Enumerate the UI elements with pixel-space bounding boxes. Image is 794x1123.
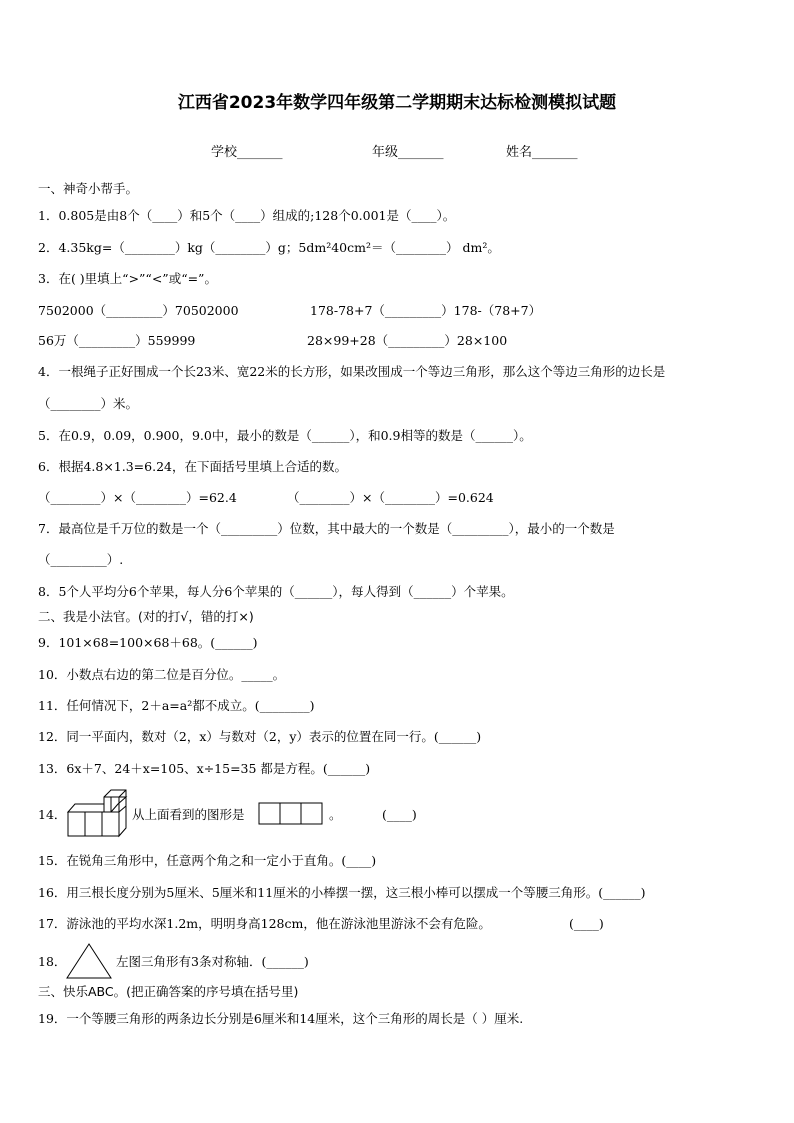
question-14-blank: (____) (382, 807, 417, 822)
cube-stack-figure (66, 789, 132, 839)
question-14-number: 14． (38, 807, 67, 822)
question-1: 1．0.805是由8个（____）和5个（____）组成的;128个0.001是（____）。 (38, 208, 456, 223)
page-title: 江西省2023年数学四年级第二学期期末达标检测模拟试题 (177, 93, 617, 113)
question-16: 16．用三根长度分别为5厘米、5厘米和11厘米的小棒摆一摆，这三根小棒可以摆成一个等腰三角形。(______) (38, 885, 646, 900)
question-18-text: 左图三角形有3条对称轴．(______) (116, 954, 309, 969)
question-9: 9．101×68=100×68＋68。(______) (38, 635, 258, 650)
question-3b: 178-78+7（_________）178-（78+7） (310, 303, 542, 318)
question-4-cont: （________）米。 (38, 396, 139, 411)
question-6: 6．根据4.8×1.3=6.24，在下面括号里填上合适的数。 (38, 459, 347, 474)
question-7-cont: （_________）. (38, 552, 124, 567)
question-4: 4．一根绳子正好围成一个长23米、宽22米的长方形，如果改围成一个等边三角形，那么这个等边三角形的边长是 (38, 364, 666, 379)
question-3c: 56万（_________）559999 (38, 333, 196, 348)
triangle-figure (65, 942, 113, 980)
question-11: 11．任何情况下，2＋a=a²都不成立。(________) (38, 698, 315, 713)
question-18-number: 18． (38, 954, 67, 969)
section-3-heading: 三、快乐ABC。(把正确答案的序号填在括号里) (38, 984, 299, 999)
question-17: 17．游泳池的平均水深1.2m，明明身高128cm，他在游泳池里游泳不会有危险。 (38, 916, 491, 931)
question-17-blank: (____) (569, 916, 604, 931)
question-13: 13．6x＋7、24＋x=105、x÷15=35 都是方程。(______) (38, 761, 371, 776)
name-field: 姓名_______ (506, 145, 578, 160)
question-7: 7．最高位是千万位的数是一个（_________）位数，其中最大的一个数是（_________），最小的一个数是 (38, 521, 615, 536)
question-10: 10．小数点右边的第二位是百分位。_____。 (38, 667, 286, 682)
question-5: 5．在0.9，0.09，0.900，9.0中，最小的数是（______），和0.9相等的数是（______）。 (38, 428, 532, 443)
school-field: 学校_______ (211, 145, 283, 160)
grade-field: 年级_______ (372, 145, 444, 160)
question-8: 8．5个人平均分6个苹果，每人分6个苹果的（______），每人得到（______）个苹果。 (38, 584, 514, 599)
question-15: 15．在锐角三角形中，任意两个角之和一定小于直角。(____) (38, 853, 377, 868)
section-2-heading: 二、我是小法官。(对的打√，错的打×) (38, 609, 254, 624)
question-3d: 28×99+28（_________）28×100 (307, 333, 508, 348)
question-6a: （________）×（________）=62.4 (38, 490, 237, 505)
question-3a: 7502000（_________）70502000 (38, 303, 239, 318)
top-view-figure (258, 802, 326, 826)
question-19: 19．一个等腰三角形的两条边长分别是6厘米和14厘米，这个三角形的周长是（ ）厘米. (38, 1011, 524, 1026)
question-6b: （________）×（________）=0.624 (287, 490, 494, 505)
question-14-text: 从上面看到的图形是 (132, 807, 245, 822)
question-2: 2．4.35kg=（________）kg（________）g；5dm²40cm²＝（________） dm²。 (38, 240, 500, 255)
question-3: 3．在( )里填上“>”“<”或“=”。 (38, 271, 217, 286)
question-14-period: 。 (329, 807, 342, 822)
section-1-heading: 一、神奇小帮手。 (38, 181, 139, 196)
question-12: 12．同一平面内，数对（2，x）与数对（2，y）表示的位置在同一行。(______) (38, 729, 482, 744)
